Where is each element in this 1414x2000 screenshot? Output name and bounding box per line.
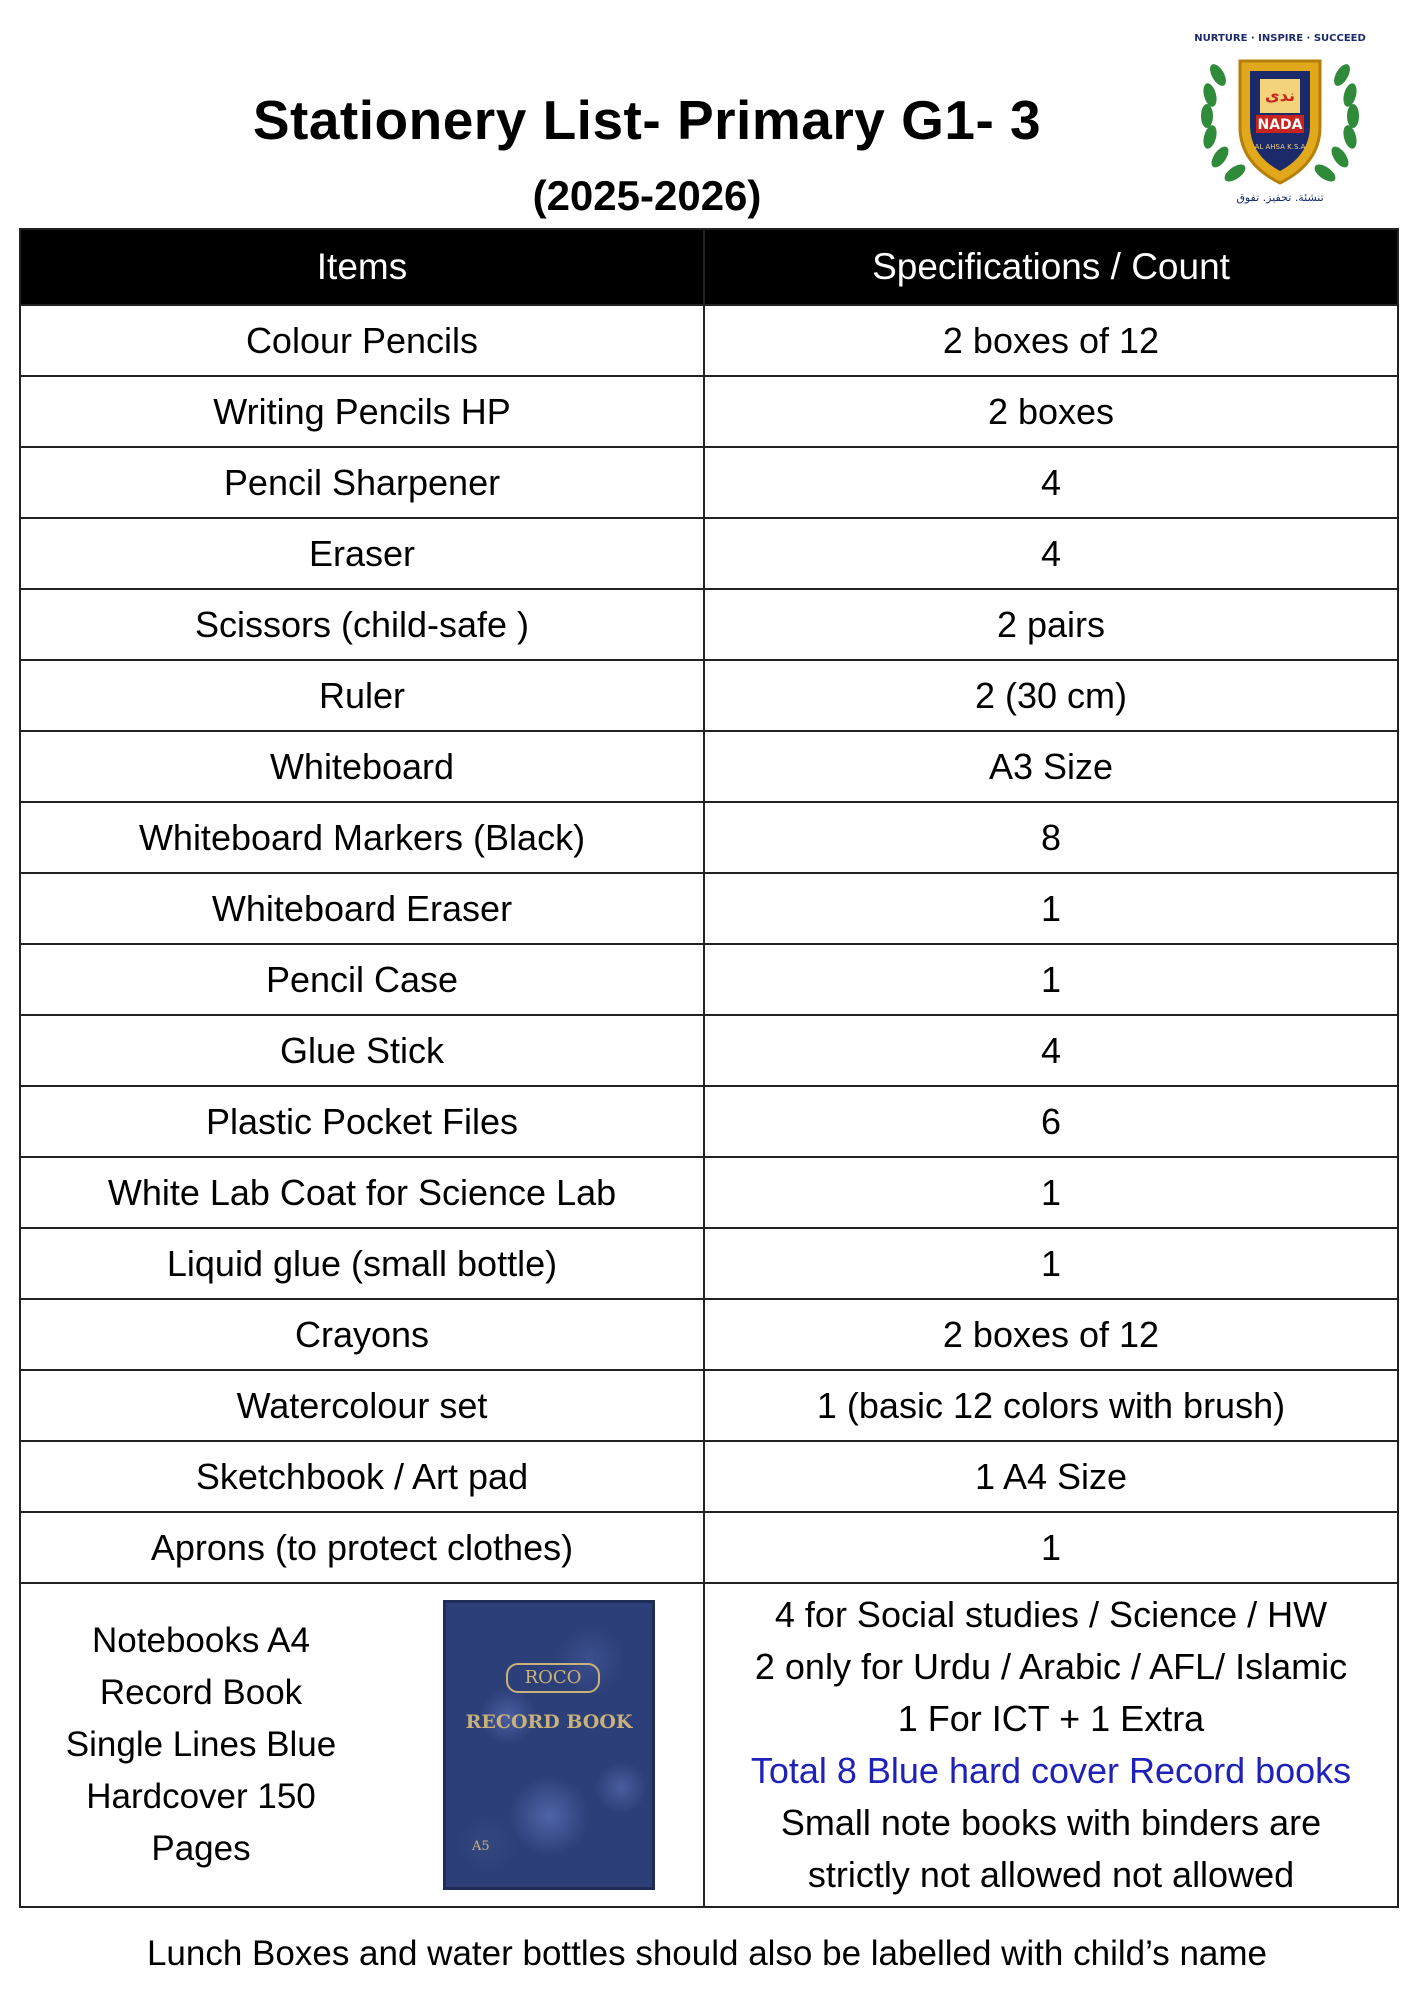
item-cell: Whiteboard Markers (Black) [20,802,704,873]
item-cell: Aprons (to protect clothes) [20,1512,704,1583]
svg-text:NURTURE · INSPIRE · SUCCEED: NURTURE · INSPIRE · SUCCEED [1194,33,1366,44]
table-row [20,1370,1398,1441]
spec-cell: 4 [704,1015,1398,1086]
item-cell: Pencil Sharpener [20,447,704,518]
item-cell: Crayons [20,1299,704,1370]
item-cell: Sketchbook / Art pad [20,1441,704,1512]
spec-cell: 2 pairs [704,589,1398,660]
item-cell: Eraser [20,518,704,589]
spec-cell: 8 [704,802,1398,873]
table-row [20,1299,1398,1370]
item-cell: Colour Pencils [20,305,704,376]
spec-cell: 1 [704,1512,1398,1583]
spec-cell: 1 [704,873,1398,944]
spec-cell: 4 [704,447,1398,518]
record-book-brand: ROCO [506,1663,600,1693]
notebook-spec-note: strictly not allowed not allowed [807,1854,1295,1895]
table-row [20,376,1398,447]
notebook-spec-line: 2 only for Urdu / Arabic / AFL/ Islamic [754,1646,1348,1687]
header-items: Items [20,229,704,305]
table-row [20,1086,1398,1157]
table-row [20,1441,1398,1512]
table-row [20,1228,1398,1299]
svg-text:تنشئة. تحفيز. تفوق: تنشئة. تحفيز. تفوق [1236,191,1324,204]
item-cell: Whiteboard [20,731,704,802]
svg-text:ندى: ندى [1265,86,1295,105]
spec-cell: 1 A4 Size [704,1441,1398,1512]
table-row [20,731,1398,802]
item-cell: Watercolour set [20,1370,704,1441]
spec-cell: 6 [704,1086,1398,1157]
table-row [20,518,1398,589]
spec-cell: A3 Size [704,731,1398,802]
spec-cell: 2 (30 cm) [704,660,1398,731]
record-book-size: A5 [472,1839,490,1854]
school-logo [1180,15,1380,215]
spec-cell: 1 [704,1228,1398,1299]
item-cell: Ruler [20,660,704,731]
spec-cell: 4 [704,518,1398,589]
table-row [20,589,1398,660]
table-row [20,660,1398,731]
spec-cell: 1 (basic 12 colors with brush) [704,1370,1398,1441]
spec-cell: 2 boxes [704,376,1398,447]
notebook-description: Notebooks A4 Record Book Single Lines Blue Hardcover 150 Pages [65,1621,337,1868]
table-row [20,944,1398,1015]
item-cell: Scissors (child-safe ) [20,589,704,660]
spec-cell: 1 [704,1157,1398,1228]
notebook-total-highlight: Total 8 Blue hard cover Record books [750,1750,1352,1791]
table-row [20,802,1398,873]
table-row [20,1512,1398,1583]
notebook-spec-cell [704,1583,1398,1907]
table-row [20,305,1398,376]
table-row [20,1157,1398,1228]
academic-year: (2025-2026) [532,172,762,219]
table-row [20,447,1398,518]
item-cell: Plastic Pocket Files [20,1086,704,1157]
stationery-table [19,228,1399,1908]
record-book-image [443,1600,655,1890]
svg-text:NADA: NADA [1257,117,1303,133]
item-cell: Writing Pencils HP [20,376,704,447]
item-cell: Pencil Case [20,944,704,1015]
notebook-item-cell [20,1583,704,1907]
header-specifications: Specifications / Count [704,229,1398,305]
notebook-spec-line: 4 for Social studies / Science / HW [774,1594,1328,1635]
svg-text:AL AHSA K.S.A: AL AHSA K.S.A [1254,143,1306,151]
notebook-spec-note: Small note books with binders are [780,1802,1322,1843]
notebook-spec-line: 1 For ICT + 1 Extra [897,1698,1205,1739]
table-row [20,873,1398,944]
record-book-title: RECORD BOOK [465,1711,633,1733]
footer-note: Lunch Boxes and water bottles should also be labelled with child’s name [146,1934,1268,1973]
item-cell: Liquid glue (small bottle) [20,1228,704,1299]
item-cell: White Lab Coat for Science Lab [20,1157,704,1228]
item-cell: Whiteboard Eraser [20,873,704,944]
table-row [20,1015,1398,1086]
spec-cell: 1 [704,944,1398,1015]
spec-cell: 2 boxes of 12 [704,305,1398,376]
page-title: Stationery List- Primary G1- 3 [252,89,1042,151]
spec-cell: 2 boxes of 12 [704,1299,1398,1370]
item-cell: Glue Stick [20,1015,704,1086]
